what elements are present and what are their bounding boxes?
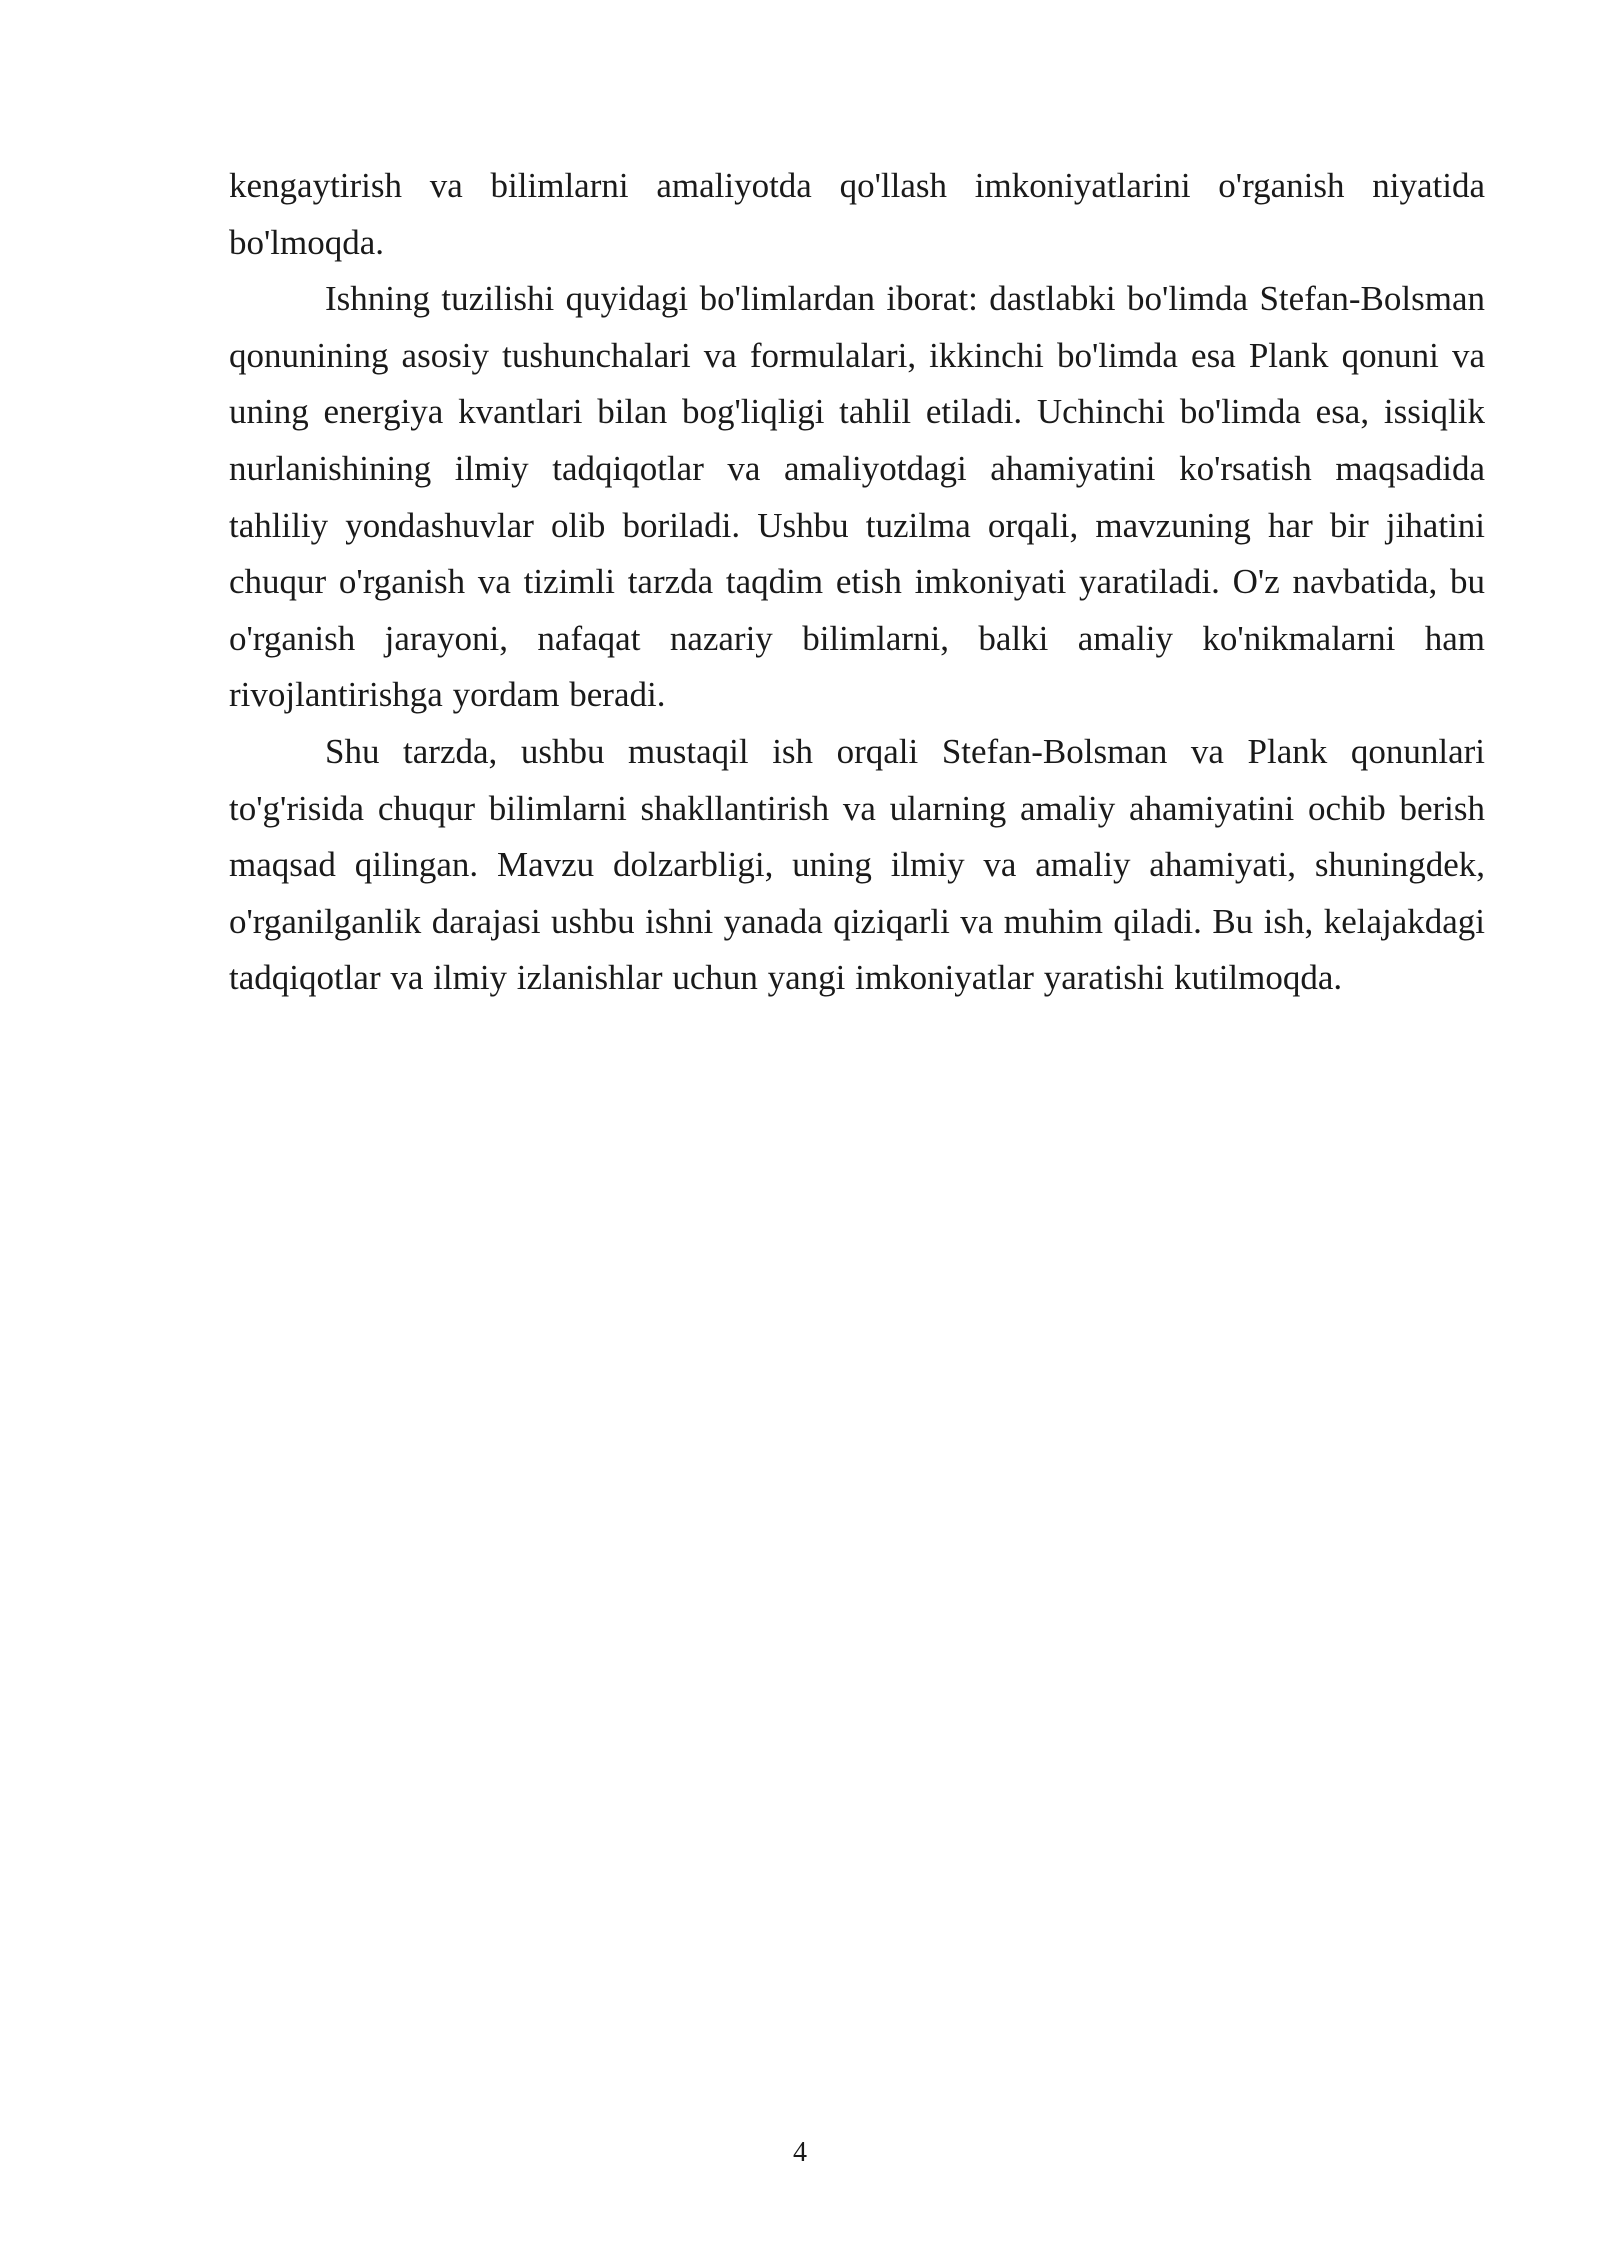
- paragraph-continuation: kengaytirish va bilimlarni amaliyotda qo'llash imkoniyatlarini o'rganish niyatida bo'lmoqda.: [229, 166, 1485, 262]
- paragraph-conclusion: Shu tarzda, ushbu mustaqil ish orqali Stefan-Bolsman va Plank qonunlari to'g'risida chuqur bilimlarni shakllantirish va ularning amaliy ahamiyatini ochib berish maqsad qilingan. Mavzu dolzarbligi, uning ilmiy va amaliy ahamiyati, shuningdek, o'rganilganlik darajasi ushbu ishni yanada qiziqarli va muhim qiladi. Bu ish, kelajakdagi tadqiqotlar va ilmiy izlanishlar uchun yangi imkoniyatlar yaratishi kutilmoqda.: [229, 731, 1485, 998]
- paragraph-structure: Ishning tuzilishi quyidagi bo'limlardan iborat: dastlabki bo'limda Stefan-Bolsman qonunining asosiy tushunchalari va formulalari, ikkinchi bo'limda esa Plank qonuni va uning energiya kvantlari bilan bog'liqligi tahlil etiladi. Uchinchi bo'limda esa, issiqlik nurlanishining ilmiy tadqiqotlar va amaliyotdagi ahamiyatini ko'rsatish maqsadida tahliliy yondashuvlar olib boriladi. Ushbu tuzilma orqali, mavzuning har bir jihatini chuqur o'rganish va tizimli tarzda taqdim etish imkoniyati yaratiladi. O'z navbatida, bu o'rganish jarayoni, nafaqat nazariy bilimlarni, balki amaliy ko'nikmalarni ham rivojlantirishga yordam beradi.: [229, 279, 1485, 715]
- page-number: 4: [793, 2137, 807, 2168]
- body-text: [229, 158, 1485, 1007]
